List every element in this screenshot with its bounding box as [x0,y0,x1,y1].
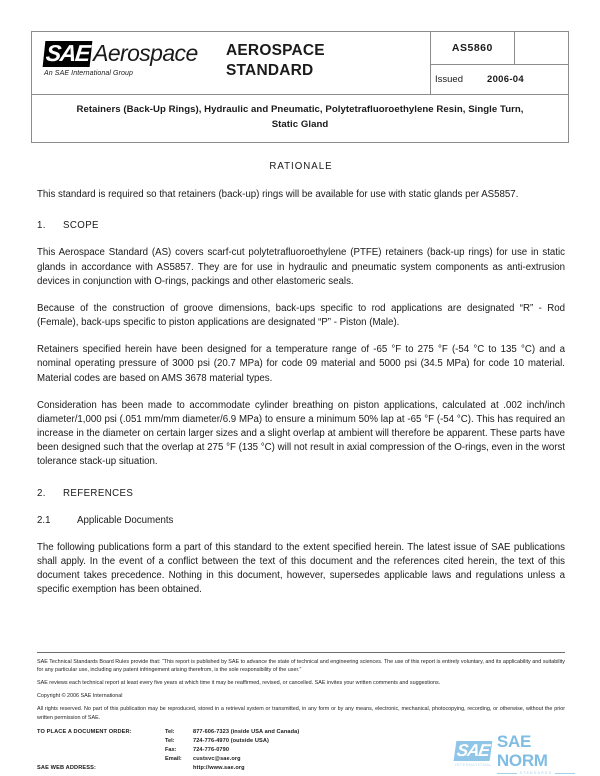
spacer-cell [37,746,165,755]
document-type-cell [212,32,430,94]
document-title: Retainers (Back-Up Rings), Hydraulic and Pneumatic, Polytetrafluoroethylene Resin, Single Turn, Static Gland [32,94,568,142]
contact-value-2: 724-776-0790 [193,747,230,754]
contact-value-0: 877-606-7323 (inside USA and Canada) [193,729,300,735]
norm-sub-label: STANDARDS [519,771,553,776]
section-2-title: REFERENCES [63,487,134,499]
logo-aerospace-word: Aerospace [93,40,198,66]
section-1-paragraph-2: Because of the construction of groove dimensions, back-ups specific to rod applications are designated “R” - Rod (Female), back-ups specific to piston applications are designated “P” - Piston (Male). [37,302,565,329]
norm-logo-text-wrap [497,733,575,775]
sae-norm-watermark [455,731,575,776]
document-number-row [431,32,568,65]
contact-value-3[interactable]: custsvc@sae.org [193,756,241,763]
sae-aerospace-logo [44,41,204,79]
section-1-paragraph-4: Consideration has been made to accommodate cylinder breathing on piston applications, calculated at .002 inch/inch diameter/1,000 psi (.051 mm/mm diameter/6.9 MPa) to ensure a minimum 50% lap at -65 °F (-54 °C). This has required an increase in the diameter on certain larger sizes and a slight overlap at ambient will therefore be apparent. These parts have been designed such that the overlap at 275 °F (135 °C) will not result in axial compression of the O-rings, even in the worst tolerance stack-up situation. [37,399,565,468]
norm-logo-subtext [497,771,575,775]
rights-reserved-text: All rights reserved. No part of this publication may be reproduced, stored in a retrieval system or transmitted, in any form or by any means, electronic, mechanical, photocopying, recording, or otherwise, without the prior written permission of SAE. [37,706,565,721]
footer-contact-block [37,728,437,773]
norm-sub-rule-right [555,773,575,774]
tsb-rules-text: SAE Technical Standards Board Rules provide that: “This report is published by SAE to advance the state of technical and engineering sciences. The use of this report is entirely voluntary, and its applicability and suitability for any particular use, including any patent infringement arising therefrom, is the sole responsibility of the user.” [37,659,565,674]
norm-logo-text: SAE NORM [496,731,548,770]
document-number: AS5860 [451,42,493,54]
header-right-wrap [431,32,568,94]
web-address-url[interactable]: http://www.sae.org [193,765,245,772]
document-body [37,160,565,610]
issued-date: 2006-04 [487,74,524,85]
sae-norm-logo-icon: SAE [454,741,493,761]
document-header-table [31,31,569,143]
norm-sub-rule-left [497,773,517,774]
issued-row [431,65,568,94]
section-1-heading [37,219,565,233]
section-2-number: 2. [37,487,46,499]
section-2-1-title: Applicable Documents [77,514,174,526]
sae-aerospace-logo-cell [32,32,212,94]
copyright-text: Copyright © 2006 SAE International [37,693,123,700]
document-type-line-2: STANDARD [226,62,314,80]
header-blank-cell [514,32,568,64]
section-2-1-heading [37,514,565,528]
spacer-cell [165,764,193,773]
logo-wordmark-row [44,41,204,67]
section-1-title: SCOPE [63,220,99,232]
web-address-label: SAE WEB ADDRESS: [37,765,97,772]
contact-value-1: 724-776-4970 (outside USA) [193,738,269,745]
contact-key-0: Tel: [165,729,175,735]
logo-subtitle: An SAE International Group [44,70,133,77]
footer-divider [37,652,565,653]
spacer-cell [37,755,165,764]
document-number-cell-group [430,32,568,94]
rationale-heading: RATIONALE [269,161,333,172]
section-2-1-paragraph-1: The following publications form a part of this standard to the extent specified herein. The latest issue of SAE publications shall apply. In the event of a conflict between the text of this document and the references cited herein, the text of this document takes precedence. Nothing in this document, however, supersedes applicable laws and regulations unless a specific exemption has been obtained. [37,541,565,596]
section-1-paragraph-3: Retainers specified herein have been designed for a temperature range of -65 °F to 275 °F (-54 °C to 135 °C) and a nominal operating pressure of 3000 psi (20.7 MPa) for code 09 material and 5000 psi (34.5 MPa) for code 10 material. Material codes are based on AMS 3678 material types. [37,344,565,384]
section-2-heading [37,487,565,501]
contact-grid [37,728,437,773]
contact-key-2: Fax: [165,747,177,754]
contact-key-1: Tel: [165,738,175,745]
issued-label: Issued [435,74,463,85]
spacer-cell [37,737,165,746]
section-1-paragraph-1: This Aerospace Standard (AS) covers scarf-cut polytetrafluoroethylene (PTFE) retainers (back-up rings) for use in static glands in accordance with AS5857. They are for use in hydraulic and pneumatic system components as anti-extrusion devices in conjunction with O-rings, packings and other elastomeric seals. [37,247,565,287]
contact-key-3: Email: [165,756,182,763]
review-note-text: SAE reviews each technical report at least every five years at which time it may be reaffirmed, revised, or cancelled. SAE invites your written comments and suggestions. [37,680,441,687]
rationale-paragraph: This standard is required so that retainers (back-up) rings will be available for use with static glands per AS5857. [37,189,519,201]
section-1-number: 1. [37,220,46,232]
header-top-row [32,32,568,94]
section-2-1-number: 2.1 [37,514,51,526]
norm-logo-mark-subtitle: INTERNATIONAL [455,762,492,767]
sae-logo-icon: SAE [43,41,93,67]
norm-logo-mark-wrap [455,741,492,767]
document-type-line-1: AEROSPACE [226,42,325,59]
order-label: TO PLACE A DOCUMENT ORDER: [37,729,132,735]
